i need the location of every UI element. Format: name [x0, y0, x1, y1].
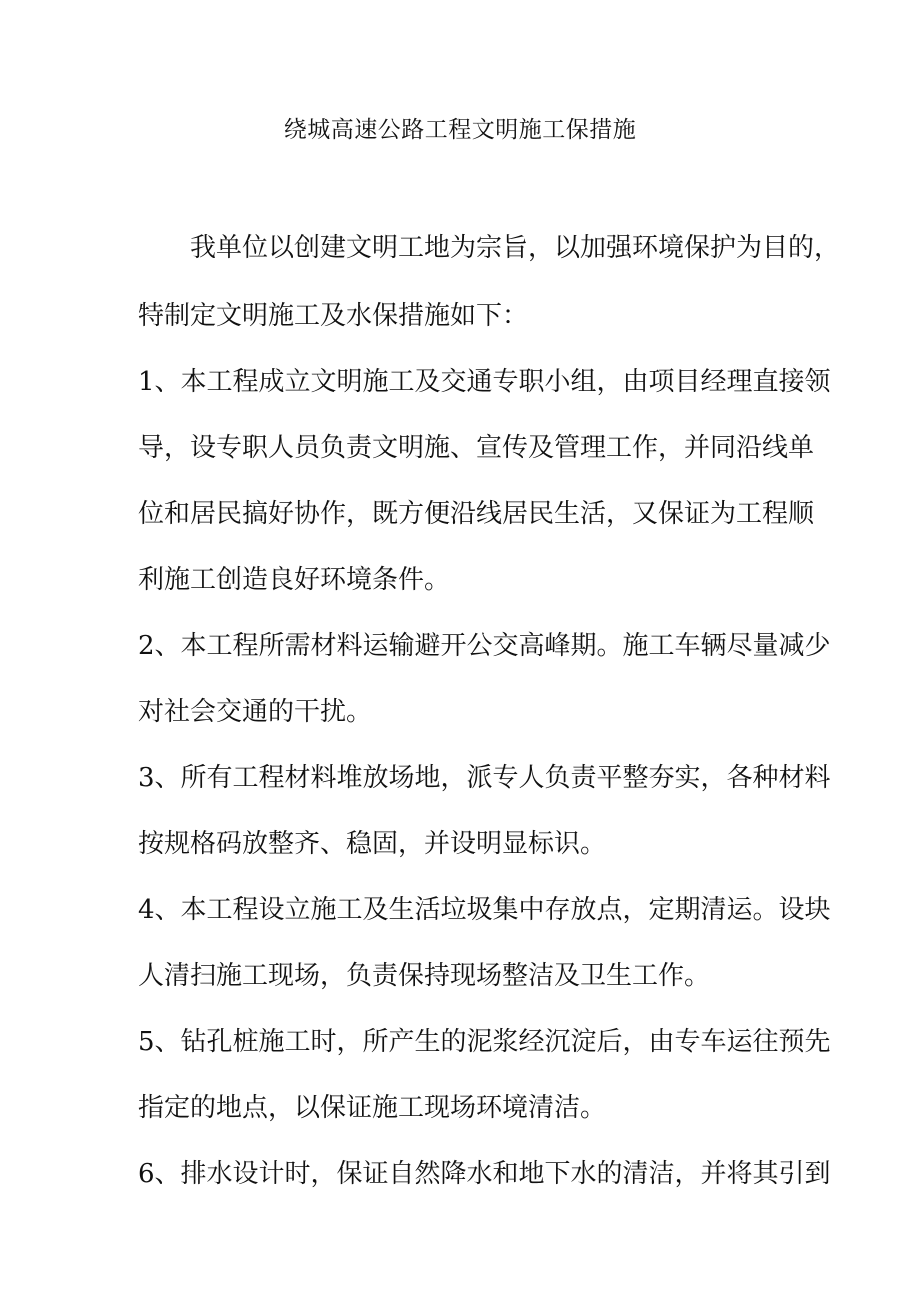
- paragraph-line: 3、所有工程材料堆放场地，派专人负责平整夯实，各种材料: [138, 763, 831, 793]
- paragraph-line: 按规格码放整齐、稳固，并设明显标识。: [138, 829, 607, 859]
- paragraph-line: 2、本工程所需材料运输避开公交高峰期。施工车辆尽量减少: [138, 631, 831, 661]
- paragraph-line: 1、本工程成立文明施工及交通专职小组，由项目经理直接领: [138, 367, 831, 397]
- paragraph-line: 人清扫施工现场，负责保持现场整洁及卫生工作。: [138, 961, 711, 991]
- paragraph-line: 利施工创造良好环境条件。: [138, 565, 451, 595]
- paragraph-line: 导，设专职人员负责文明施、宣传及管理工作，并同沿线单: [138, 433, 815, 463]
- paragraph-line: 5、钻孔桩施工时，所产生的泥浆经沉淀后，由专车运往预先: [138, 1027, 831, 1057]
- paragraph-line: 特制定文明施工及水保措施如下：: [138, 301, 529, 331]
- paragraph-line: 4、本工程设立施工及生活垃圾集中存放点，定期清运。设块: [138, 895, 831, 925]
- paragraph-line: 6、排水设计时，保证自然降水和地下水的清洁，并将其引到: [138, 1159, 831, 1189]
- paragraph-line: 位和居民搞好协作，既方便沿线居民生活，又保证为工程顺: [138, 499, 815, 529]
- paragraph-line: 我单位以创建文明工地为宗旨，以加强环境保护为目的，: [190, 233, 841, 263]
- document-title: 绕城高速公路工程文明施工保措施: [283, 117, 637, 143]
- paragraph-line: 对社会交通的干扰。: [138, 697, 373, 727]
- paragraph-line: 指定的地点，以保证施工现场环境清洁。: [138, 1093, 607, 1123]
